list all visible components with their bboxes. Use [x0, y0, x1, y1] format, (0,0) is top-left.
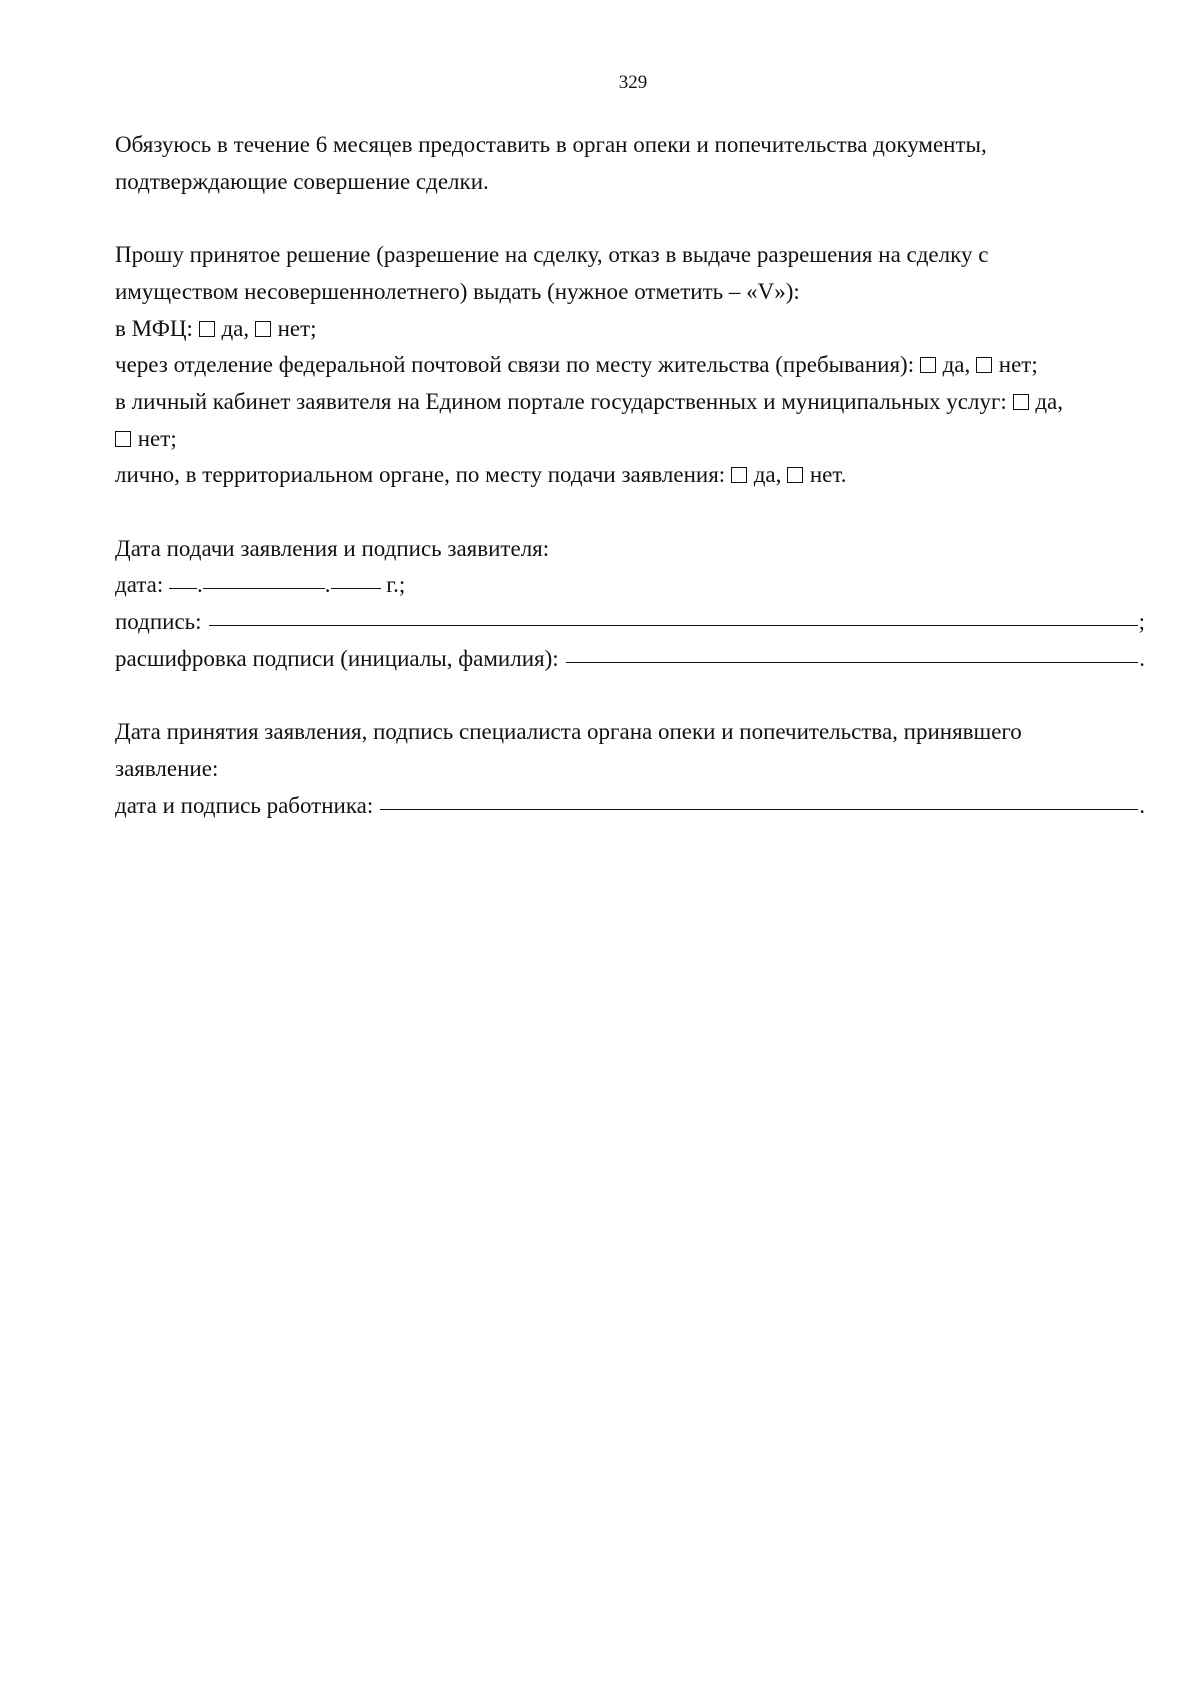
- date-label: дата:: [115, 572, 169, 598]
- delivery-option-label: в личный кабинет заявителя на Едином портале государственных и муниципальных услуг:: [115, 388, 1013, 414]
- signature-decoding-field[interactable]: [115, 641, 1145, 678]
- checkbox-yes[interactable]: [199, 321, 215, 337]
- delivery-option-mfc: [115, 311, 1145, 348]
- signature-decoding-label: расшифровка подписи (инициалы, фамилия):: [115, 645, 559, 671]
- request-line-1: Прошу принятое решение (разрешение на сделку, отказ в выдаче разрешения на сделку с: [115, 242, 989, 268]
- signature-label: подпись:: [115, 609, 202, 635]
- checkbox-yes[interactable]: [1013, 394, 1029, 410]
- date-suffix: г.;: [386, 572, 406, 598]
- checkbox-yes[interactable]: [920, 357, 936, 373]
- worker-date-signature-field[interactable]: [115, 788, 1145, 825]
- specialist-heading-line-1: Дата принятия заявления, подпись специалиста органа опеки и попечительства, принявшего: [115, 719, 1022, 745]
- delivery-option-label: лично, в территориальном органе, по месту подачи заявления:: [115, 462, 731, 488]
- applicant-signature-block: [115, 531, 1145, 678]
- delivery-option-in-person: [115, 457, 1145, 494]
- obligation-paragraph: [115, 127, 1145, 200]
- specialist-acceptance-block: [115, 714, 1145, 824]
- date-day-blank[interactable]: [169, 588, 197, 589]
- worker-end: .: [1139, 792, 1145, 818]
- signature-field[interactable]: [115, 604, 1145, 641]
- delivery-option-label: в МФЦ:: [115, 315, 199, 341]
- date-year-blank[interactable]: [331, 588, 381, 589]
- checkbox-no[interactable]: [976, 357, 992, 373]
- no-label: нет;: [132, 425, 177, 451]
- specialist-heading-line-2: заявление:: [115, 755, 219, 781]
- checkbox-yes[interactable]: [731, 467, 747, 483]
- yes-label: да,: [936, 352, 977, 378]
- checkbox-no[interactable]: [787, 467, 803, 483]
- no-label: нет.: [804, 462, 847, 488]
- delivery-option-portal: [115, 384, 1145, 457]
- date-separator: .: [324, 572, 331, 598]
- signature-blank[interactable]: [209, 625, 1138, 626]
- worker-label: дата и подпись работника:: [115, 792, 374, 818]
- page-number: 329: [618, 72, 648, 93]
- obligation-line-1: Обязуюсь в течение 6 месяцев предоставить в орган опеки и попечительства документы,: [115, 132, 987, 157]
- checkbox-no[interactable]: [255, 321, 271, 337]
- request-line-2: имуществом несовершеннолетнего) выдать (нужное отметить – «V»):: [115, 278, 800, 304]
- date-month-blank[interactable]: [203, 588, 325, 589]
- obligation-line-2: подтверждающие совершение сделки.: [115, 168, 489, 194]
- document-body: [115, 127, 1145, 824]
- yes-label: да,: [215, 315, 255, 341]
- request-paragraph: [115, 237, 1145, 310]
- signature-decoding-blank[interactable]: [566, 662, 1139, 663]
- delivery-option-post: [115, 347, 1145, 384]
- checkbox-no[interactable]: [115, 431, 131, 447]
- no-label: нет;: [993, 352, 1038, 378]
- yes-label: да,: [747, 462, 788, 488]
- signature-decoding-end: .: [1139, 645, 1145, 671]
- applicant-signature-heading: Дата подачи заявления и подпись заявителя:: [115, 535, 550, 561]
- yes-label: да,: [1029, 388, 1063, 414]
- date-field[interactable]: [115, 567, 1145, 604]
- date-separator: .: [197, 572, 203, 598]
- worker-blank[interactable]: [380, 809, 1138, 810]
- signature-end: ;: [1138, 609, 1145, 635]
- no-label: нет;: [271, 315, 317, 341]
- delivery-option-label: через отделение федеральной почтовой связи по месту жительства (пребывания):: [115, 352, 920, 378]
